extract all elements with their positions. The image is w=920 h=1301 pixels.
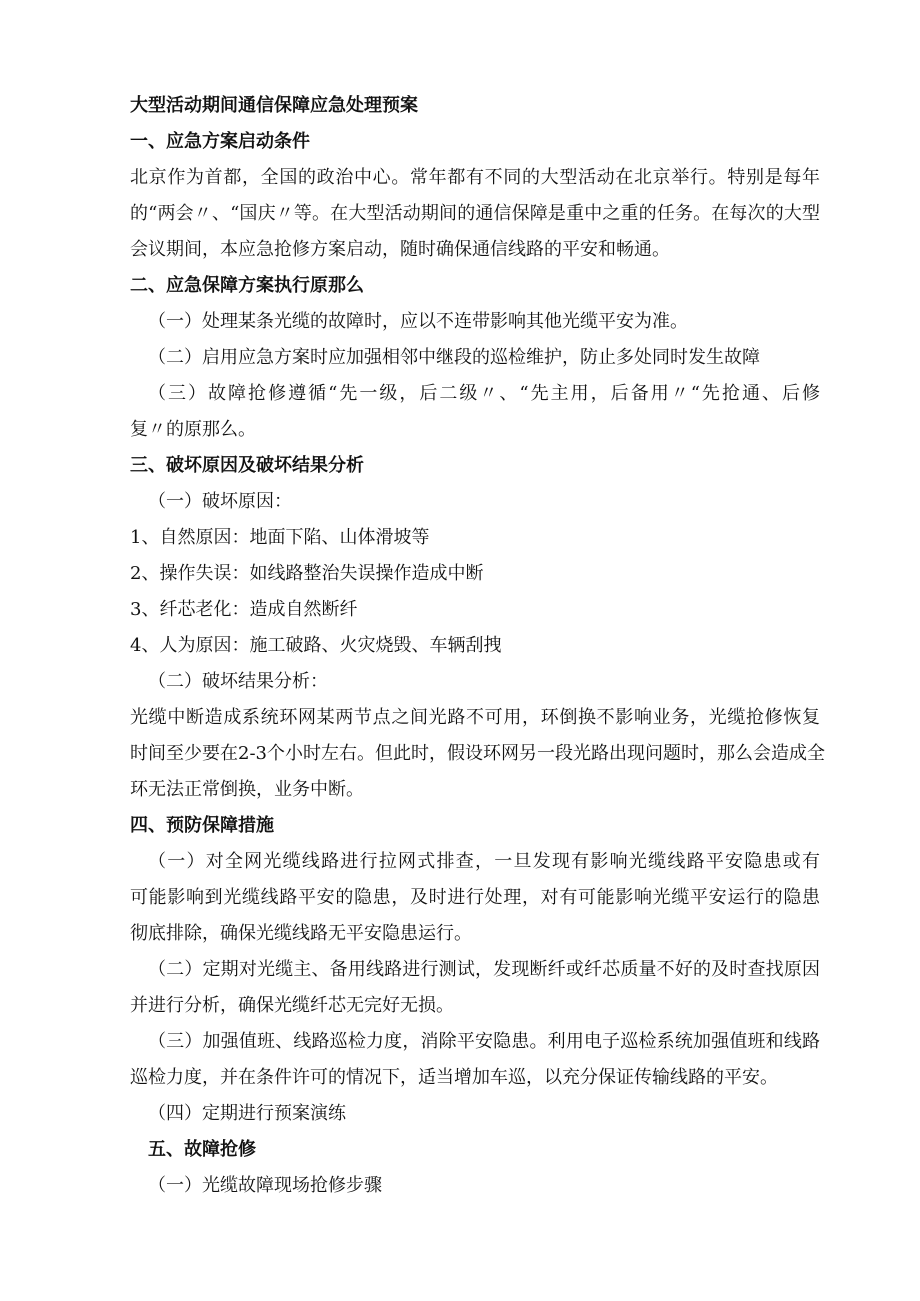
document-title: 大型活动期间通信保障应急处理预案 xyxy=(130,95,418,116)
paragraph-line: 环无法正常倒换，业务中断。 xyxy=(130,779,364,800)
paragraph-line: （一）对全网光缆线路进行拉网式排查，一旦发现有影响光缆线路平安隐患或有 xyxy=(148,851,820,872)
list-item: 1、自然原因：地面下陷、山体滑坡等 xyxy=(130,527,430,548)
paragraph-line: 巡检力度，并在条件许可的情况下，适当增加车巡，以充分保证传输线路的平安。 xyxy=(130,1067,778,1088)
list-item: 4、人为原因：施工破路、火灾烧毁、车辆刮拽 xyxy=(130,635,502,656)
section-heading-4: 四、预防保障措施 xyxy=(130,815,274,836)
paragraph-line: 光缆中断造成系统环网某两节点之间光路不可用，环倒换不影响业务，光缆抢修恢复 xyxy=(130,707,820,728)
paragraph-line: （三）加强值班、线路巡检力度，消除平安隐患。利用电子巡检系统加强值班和线路 xyxy=(148,1031,820,1052)
paragraph-line: 并进行分析，确保光缆纤芯无完好无损。 xyxy=(130,995,454,1016)
paragraph-line: 的“两会〃、“国庆〃等。在大型活动期间的通信保障是重中之重的任务。在每次的大型 xyxy=(130,203,820,224)
paragraph-line: 北京作为首都，全国的政治中心。常年都有不同的大型活动在北京举行。特别是每年 xyxy=(130,167,820,188)
list-item: 3、纤芯老化：造成自然断纤 xyxy=(130,599,358,620)
paragraph-line: （一）处理某条光缆的故障时，应以不连带影响其他光缆平安为准。 xyxy=(148,311,688,332)
paragraph-line: （一）破坏原因： xyxy=(148,491,292,512)
paragraph-line: （一）光缆故障现场抢修步骤 xyxy=(148,1175,382,1196)
paragraph-line: （三）故障抢修遵循“先一级，后二级〃、“先主用，后备用〃“先抢通、后修 xyxy=(148,383,820,404)
paragraph-line: 彻底排除，确保光缆线路无平安隐患运行。 xyxy=(130,923,472,944)
section-heading-3: 三、破坏原因及破坏结果分析 xyxy=(130,455,364,476)
paragraph-line: 可能影响到光缆线路平安的隐患，及时进行处理，对有可能影响光缆平安运行的隐患 xyxy=(130,887,820,908)
section-heading-5: 五、故障抢修 xyxy=(148,1139,256,1160)
paragraph-line: （四）定期进行预案演练 xyxy=(148,1103,346,1124)
list-item: 2、操作失误：如线路整治失误操作造成中断 xyxy=(130,563,484,584)
section-heading-2: 二、应急保障方案执行原那么 xyxy=(130,275,364,296)
section-heading-1: 一、应急方案启动条件 xyxy=(130,131,310,152)
paragraph-line: （二）启用应急方案时应加强相邻中继段的巡检维护，防止多处同时发生故障 xyxy=(148,347,760,368)
paragraph-line: 时间至少要在2-3个小时左右。但此时，假设环网另一段光路出现问题时，那么会造成全 xyxy=(130,743,825,764)
paragraph-line: （二）定期对光缆主、备用线路进行测试，发现断纤或纤芯质量不好的及时查找原因 xyxy=(148,959,820,980)
paragraph-line: 复〃的原那么。 xyxy=(130,419,256,440)
paragraph-line: 会议期间，本应急抢修方案启动，随时确保通信线路的平安和畅通。 xyxy=(130,239,670,260)
paragraph-line: （二）破坏结果分析： xyxy=(148,671,328,692)
